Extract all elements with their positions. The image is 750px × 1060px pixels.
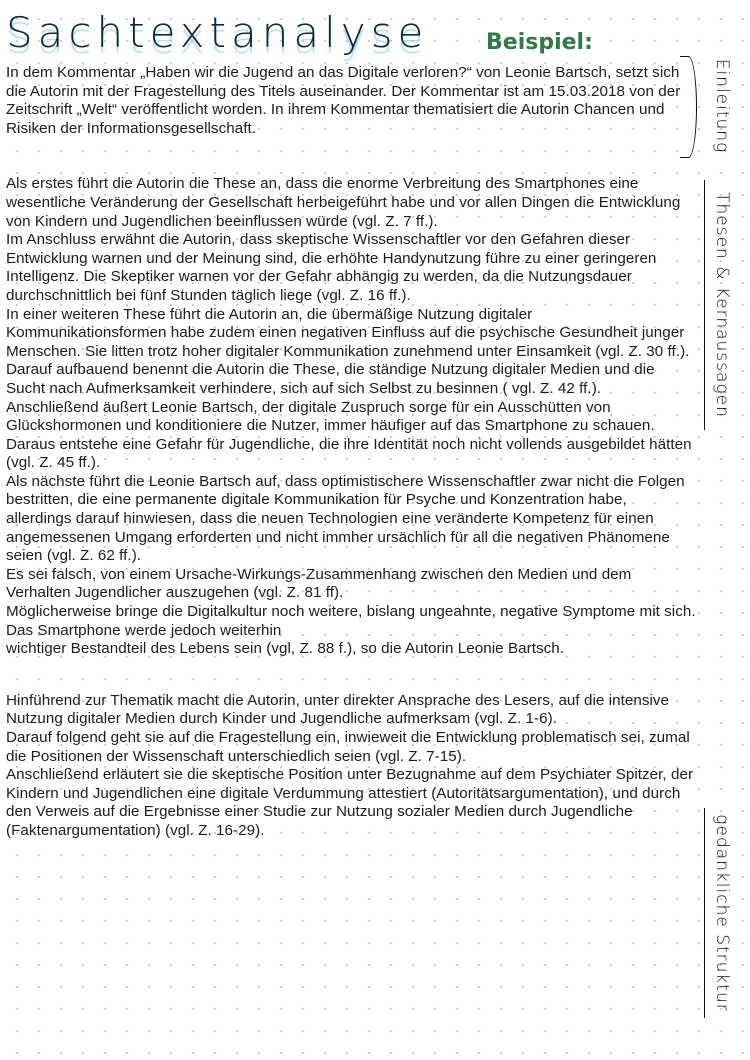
structure-paragraph: Anschließend erläutert sie die skeptische Position unter Bezugnahme auf dem Psychiater Spitzer, der Kindern und Jugendlichen eine digitale Verdummung attestiert (Autoritätsargumentation), und durch den Verweis auf die Ergebnisse einer Studie zur Nutzung sozialer Medien durch Jugendliche (Faktenargumentation) (vgl. Z. 16-29).: [6, 766, 694, 839]
thesis-paragraph: Möglicherweise bringe die Digitalkultur noch weitere, bislang ungeahnte, negative Symptome mit sich. Das Smartphone werde jedoch weiterhin: [6, 603, 696, 639]
section-thesen: [6, 175, 696, 658]
margin-note-struktur: [700, 808, 744, 1018]
thesis-paragraph: Im Anschluss erwähnt die Autorin, dass skeptische Wissenschaftler vor den Gefahren dieser Entwicklung warnen und der Meinung sind, die erhöhte Handynutzung führe zu einer geringeren Intelligenz. Die Skeptiker warnen vor der Gefahr abhängig zu werden, da die Nutzungsdauer durchschnittlich bei fünf Stunden täglich liege (vgl. Z. 16 ff.).: [6, 231, 657, 304]
margin-line: [704, 808, 705, 1018]
margin-note-thesen: [700, 180, 744, 430]
thesis-paragraph: In einer weiteren These führt die Autorin an, die übermäßige Nutzung digitaler Kommunikationsformen habe zudem einen negativen Einfluss auf die psychische Gesundheit junger Menschen. Sie litten trotz hoher digitaler Kommunikation zunehmend unter Einsamkeit (vgl. Z. 30 ff.).: [6, 305, 690, 360]
margin-line: [704, 180, 705, 430]
structure-paragraph: Darauf folgend geht sie auf die Fragestellung ein, inwieweit die Entwicklung problematisch sei, zumal die Positionen der Wissenschaft unterschiedlich seien (vgl. Z. 7-15).: [6, 729, 690, 765]
page-title: Sachtextanalyse: [6, 8, 429, 57]
thesis-paragraph: Es sei falsch, von einem Ursache-Wirkungs-Zusammenhang zwischen den Medien und dem Verhalten Jugendlicher auszugehen (vgl. Z. 81 ff).: [6, 565, 632, 602]
bracket-mark: [680, 56, 697, 158]
paragraph-gap: [6, 138, 696, 175]
thesis-paragraph: Darauf aufbauend benennt die Autorin die These, die ständige Nutzung digitaler Medien und die Sucht nach Aufmerksamkeit verhindere, sich auf sich Selbst zu besinnen ( vgl. Z. 42 ff.).: [6, 361, 655, 397]
thesis-paragraph: wichtiger Bestandteil des Lebens sein (vgl, Z. 88 f.), so die Autorin Leonie Bartsch.: [6, 640, 565, 658]
paragraph-einleitung: In dem Kommentar „Haben wir die Jugend an das Digitale verloren?“ von Leonie Bartsch, setzt sich die Autorin mit der Fragestellung des Titels auseinander. Der Kommentar ist am 15.03.2018 von der Zeitschrift „Welt“ veröffentlicht worden. In ihrem Kommentar thematisiert die Autorin Chancen und Risiken der Informationsgesellschaft.: [6, 64, 681, 137]
paragraph-gap: [6, 659, 696, 692]
margin-label-struktur: gedankliche Struktur: [712, 814, 732, 1012]
thesis-paragraph: Als nächste führt die Leonie Bartsch auf, dass optimistischere Wissenschaftler zwar nicht die Folgen bestritten, die eine permanente digitale Kommunikation für Psyche und Konzentration habe, allerdings darauf hinwiesen, dass die neuen Technologien eine veränderte Kompetenz für einen angemessenen Umgang erforderten und nicht immher ursächlich für all die negativen Phänomene seien (vgl. Z. 62 ff.).: [6, 472, 685, 565]
thesis-paragraph: Anschließend äußert Leonie Bartsch, der digitale Zuspruch sorge für ein Ausschütten von Glückshormonen und konditioniere die Nutzer, immer häufiger auf das Smartphone zu schauen. Daraus entstehe eine Gefahr für Jugendliche, die ihre Identität noch nicht vollends ausgebildet hätten (vgl. Z. 45 ff.).: [6, 398, 692, 472]
structure-paragraph: Hinführend zur Thematik macht die Autorin, unter direkter Ansprache des Lesers, auf die intensive Nutzung digitaler Medien durch Kinder und Jugendliche aufmerksam (vgl. Z. 1-6).: [6, 691, 670, 728]
margin-note-einleitung: [700, 52, 744, 160]
margin-label-einleitung: Einleitung: [712, 58, 732, 154]
document-body: [6, 64, 696, 841]
thesis-paragraph: Als erstes führt die Autorin die These an, dass die enorme Verbreitung des Smartphones eine wesentliche Veränderung der Gesellschaft herbeigeführt habe und vor allen Dingen die Entwicklung von Kindern und Jugendlichen beeinflussen würde (vgl. Z. 7 ff.).: [6, 175, 681, 230]
section-struktur: [6, 692, 696, 841]
margin-label-thesen: Thesen & Kernaussagen: [712, 192, 732, 418]
example-label: Beispiel:: [486, 30, 593, 55]
